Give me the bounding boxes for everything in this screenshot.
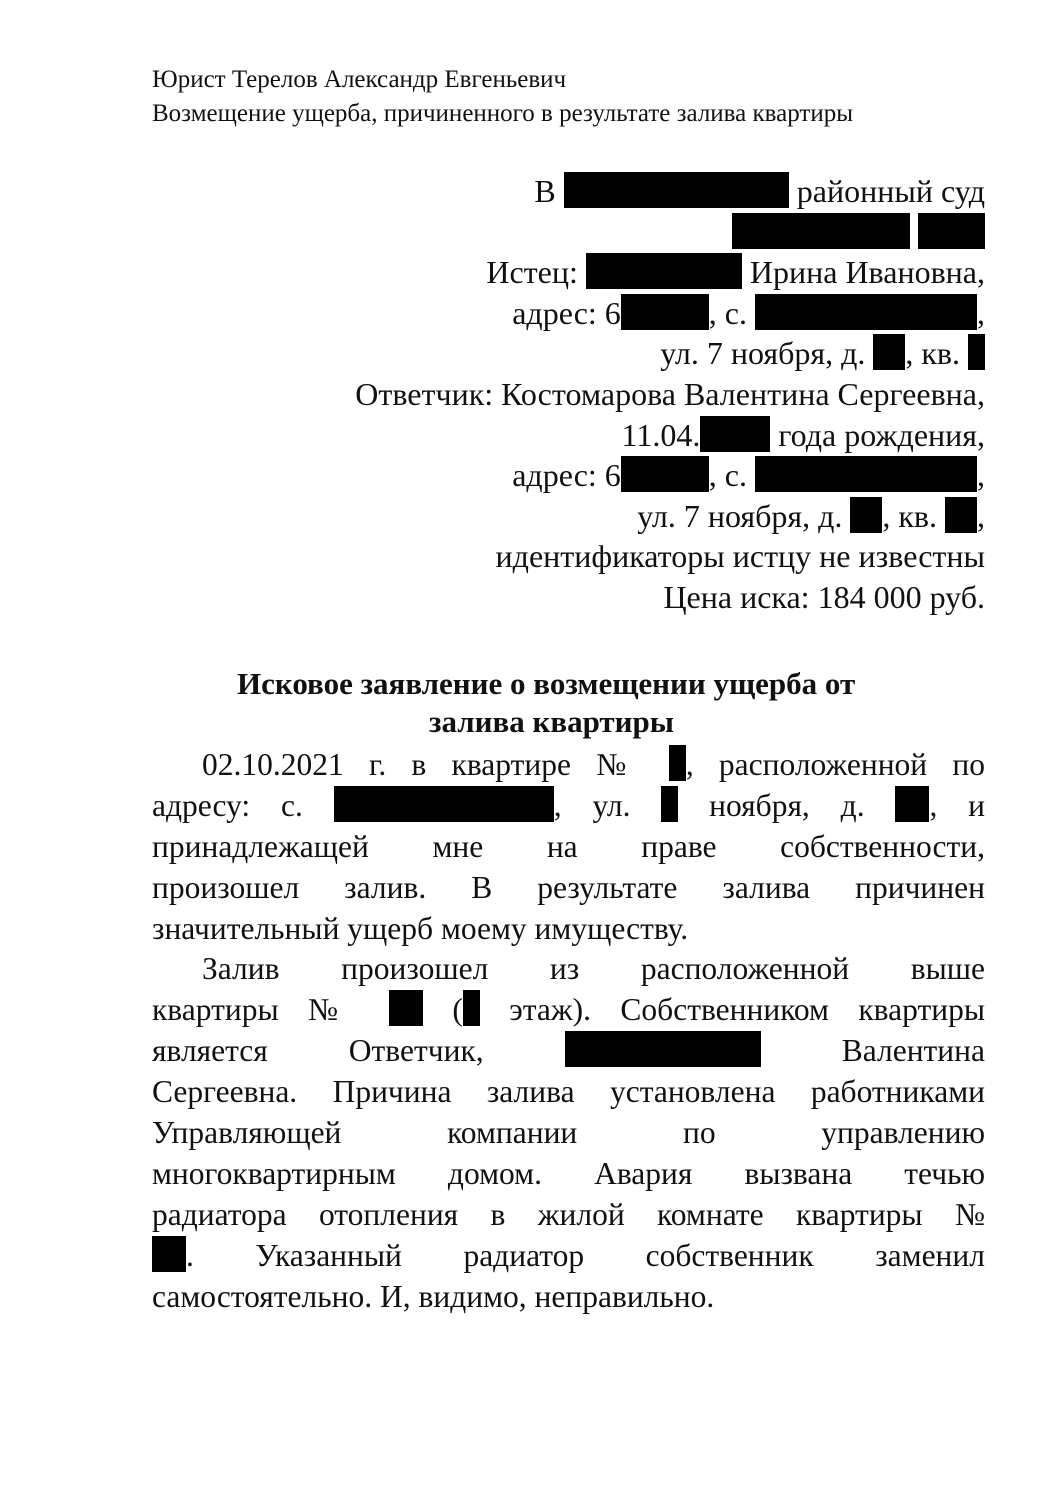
redaction-block (732, 213, 910, 249)
apartment-label: , кв. (882, 497, 937, 534)
document-title (152, 665, 985, 741)
redaction-block (700, 416, 770, 452)
document-body (152, 745, 985, 1317)
subject-line: Возмещение ущерба, причиненного в результате залива квартиры (152, 100, 853, 127)
body-text: , ул. (553, 787, 631, 823)
court-line (125, 171, 985, 212)
plaintiff-label: Истец: (486, 254, 578, 291)
street-prefix: ул. 7 ноября, д. (660, 335, 866, 372)
redaction-block (621, 456, 709, 492)
court-prefix: В (534, 173, 556, 209)
author-line: Юрист Терелов Александр Евгеньевич (152, 66, 567, 93)
paragraph-2-line-5: Управляющей компании по управлению (152, 1115, 985, 1151)
redaction-block (621, 294, 709, 330)
address-separator: , с. (708, 457, 747, 494)
claim-value-line: Цена иска: 184 000 руб. (663, 578, 985, 615)
body-text: Валентина (841, 1033, 986, 1069)
apartment-label: , кв. (905, 335, 960, 372)
apartment-comma: , (977, 497, 985, 534)
address-separator: , с. (708, 294, 747, 331)
paragraph-2-line-6: многоквартирным домом. Авария вызвана течью (152, 1155, 985, 1191)
body-text: квартиры № (152, 992, 360, 1028)
redaction-block (389, 990, 423, 1026)
paragraph-1-line-2 (152, 786, 985, 827)
redaction-block (755, 456, 977, 492)
paragraph-1-line-5: значительный ущерб моему имуществу. (152, 910, 689, 946)
paragraph-2-line-3 (152, 1031, 985, 1072)
birth-prefix: 11.04. (621, 416, 701, 453)
redaction-block (586, 253, 742, 289)
paragraph-2-line-2 (152, 990, 985, 1031)
plaintiff-street-line (125, 333, 985, 374)
redaction-block (895, 786, 929, 822)
defendant-line: Ответчик: Костомарова Валентина Сергеевна, (355, 375, 985, 412)
paragraph-1-line-4: произошел залив. В результате залива причинен (152, 869, 985, 905)
body-text: этаж). Собственником квартиры (509, 992, 985, 1028)
body-text: ноября, д. (709, 787, 865, 823)
address-comma: , (977, 294, 985, 331)
address-comma: , (977, 457, 985, 494)
redaction-block (755, 294, 977, 330)
birth-suffix: года рождения, (778, 416, 985, 453)
paragraph-2-line-1: Залив произошел из расположенной выше (202, 951, 985, 987)
title-line-1: Исковое заявление о возмещении ущерба от (237, 666, 856, 701)
court-suffix: районный суд (796, 173, 985, 209)
paragraph-1-line-1 (152, 745, 985, 786)
redaction-block (565, 1031, 761, 1067)
title-line-2: залива квартиры (429, 704, 674, 739)
plaintiff-address-line (125, 293, 985, 334)
body-text: , и (929, 787, 986, 823)
plaintiff-line (125, 252, 985, 293)
redaction-block (334, 786, 554, 822)
redaction-block (669, 745, 686, 781)
redaction-block (850, 497, 882, 533)
body-text: является Ответчик, (152, 1033, 484, 1069)
body-text: ( (452, 992, 463, 1028)
paragraph-1-line-3: принадлежащей мне на праве собственности, (152, 828, 985, 864)
paragraph-2-line-8 (152, 1236, 985, 1277)
addressee-block (125, 171, 985, 618)
address-label: адрес: 6 (512, 457, 621, 494)
street-prefix: ул. 7 ноября, д. (637, 497, 843, 534)
body-text: . Указанный радиатор собственник заменил (186, 1237, 985, 1273)
birth-line (125, 415, 985, 456)
identifiers-line: идентификаторы истцу не известны (495, 538, 985, 575)
body-text: 02.10.2021 г. в квартире № (202, 747, 644, 782)
redaction-block (661, 786, 678, 822)
redaction-block (463, 990, 480, 1026)
court-redacted-line (125, 212, 985, 253)
defendant-address-line (125, 455, 985, 496)
paragraph-2-line-4: Сергеевна. Причина залива установлена работниками (152, 1074, 985, 1110)
paragraph-2-line-7: радиатора отопления в жилой комнате квартиры № (152, 1196, 985, 1232)
address-label: адрес: 6 (512, 294, 621, 331)
redaction-block (873, 334, 905, 370)
paragraph-2-line-9: самостоятельно. И, видимо, неправильно. (152, 1278, 715, 1314)
redaction-block (564, 172, 789, 208)
page-header (152, 63, 853, 131)
body-text: адресу: с. (152, 787, 303, 823)
redaction-block (918, 213, 985, 249)
redaction-block (152, 1236, 186, 1272)
redaction-block (968, 334, 985, 370)
body-text: , расположенной по (685, 747, 985, 782)
defendant-street-line (125, 496, 985, 537)
redaction-block (945, 497, 977, 533)
plaintiff-name: Ирина Ивановна, (749, 254, 985, 291)
